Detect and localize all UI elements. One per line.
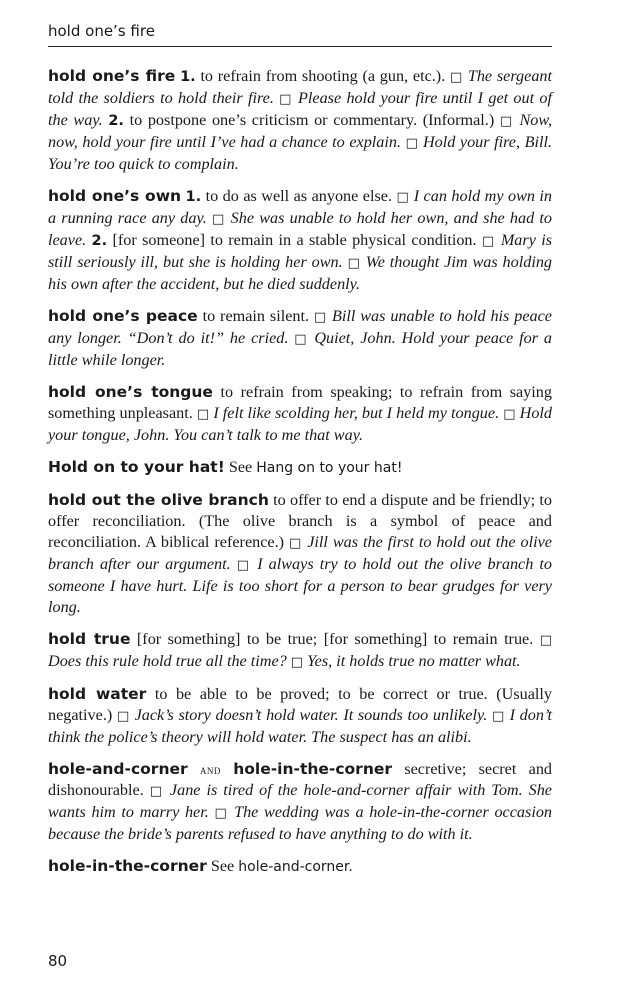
- example: The sergeant told the soldiers to hold their fire.: [48, 67, 553, 107]
- entry-hold-ones-own: [48, 186, 552, 295]
- example-box-icon: □: [236, 558, 252, 573]
- entry-hold-true: [48, 629, 552, 673]
- headword: hold one’s peace: [48, 307, 198, 325]
- definition: to refrain from shooting (a gun, etc.).: [195, 67, 451, 85]
- entry-hold-ones-fire: [48, 66, 552, 175]
- example: Now, now, hold your fire until I’ve had a chance to explain.: [48, 111, 552, 151]
- definition: secretive; secret and dishonourable.: [48, 760, 553, 799]
- sense-number: 1.: [185, 189, 202, 205]
- example-box-icon: □: [396, 190, 410, 205]
- headword: hold out the olive branch: [48, 491, 269, 509]
- example-box-icon: □: [499, 114, 514, 129]
- example: Hold your tongue, John. You can’t talk to me that way.: [48, 404, 553, 444]
- example-box-icon: □: [289, 536, 303, 551]
- entry-hole-in-the-corner: [48, 856, 552, 878]
- sense-number: 1.: [180, 69, 196, 85]
- example: I can hold my own in a running race any day.: [48, 187, 553, 227]
- example: Jill was the first to hold out the olive branch after our argument.: [48, 533, 552, 573]
- example-box-icon: □: [347, 256, 361, 271]
- cross-reference: hole-and-corner: [238, 859, 349, 875]
- entry-hold-ones-tongue: [48, 382, 552, 446]
- example: I felt like scolding her, but I held my tongue.: [213, 404, 500, 422]
- example-box-icon: □: [212, 212, 226, 227]
- example: We thought Jim was holding his own after the accident, but he died suddenly.: [48, 253, 553, 293]
- definition: to offer to end a dispute and be friendly; to offer reconciliation. (The olive branch is a symbol of peace and reconciliation. A biblical reference.): [48, 491, 553, 551]
- example: Please hold your fire until I get out of the way.: [48, 89, 552, 129]
- sense-number: 2.: [91, 233, 108, 249]
- example-box-icon: □: [405, 136, 419, 151]
- entry-hole-and-corner: [48, 759, 552, 845]
- definition: [for something] to be true; [for something] to remain true.: [130, 630, 540, 648]
- headword: hold one’s tongue: [48, 383, 213, 401]
- example: The wedding was a hole-in-the-corner occasion because the bride’s parents refused to have anything to do with it.: [48, 803, 553, 843]
- example-box-icon: □: [503, 407, 516, 422]
- see-label: See: [224, 458, 257, 476]
- headword: hole-in-the-corner: [48, 857, 207, 875]
- example-box-icon: □: [294, 332, 309, 347]
- headword: hold one’s own: [48, 187, 182, 205]
- entry-hold-on-to-your-hat: [48, 457, 552, 479]
- headword: Hold on to your hat!: [48, 458, 225, 476]
- definition: to be able to be proved; to be correct or true. (Usually negative.): [48, 685, 552, 724]
- running-head: hold one’s fire: [48, 22, 552, 47]
- example: Jack’s story doesn’t hold water. It sounds too unlikely.: [134, 706, 488, 724]
- cross-reference-period: .: [348, 859, 353, 875]
- example-box-icon: □: [481, 234, 496, 249]
- page-number: 80: [48, 952, 68, 970]
- example: Bill was unable to hold his peace any longer. “Don’t do it!” he cried.: [48, 307, 552, 347]
- example-box-icon: □: [491, 709, 505, 724]
- example: Jane is tired of the hole-and-corner affair with Tom. She wants him to marry her.: [48, 781, 552, 821]
- example-box-icon: □: [539, 633, 553, 648]
- example: Quiet, John. Hold your peace for a little while longer.: [48, 329, 553, 369]
- example-box-icon: □: [149, 784, 164, 799]
- example: Mary is still seriously ill, but she is holding her own.: [48, 231, 553, 271]
- example: Yes, it holds true no matter what.: [307, 652, 521, 670]
- headword: hold water: [48, 685, 147, 703]
- example: She was unable to hold her own, and she had to leave.: [48, 209, 552, 249]
- example: I always try to hold out the olive branch to someone I have hurt. Life is too short for a person to bear grudges for very long.: [48, 555, 553, 616]
- definition: to do as well as anyone else.: [201, 187, 397, 205]
- definition: [for someone] to remain in a stable physical condition.: [107, 231, 482, 249]
- headword-variant: hole-in-the-corner: [233, 760, 393, 778]
- example: Does this rule hold true all the time?: [48, 652, 287, 670]
- example-box-icon: □: [116, 709, 130, 724]
- example-box-icon: □: [450, 70, 464, 85]
- definition: to refrain from speaking; to refrain from saying something unpleasant.: [48, 383, 552, 422]
- example-box-icon: □: [214, 806, 229, 821]
- headword: hole-and-corner: [48, 760, 188, 778]
- see-label: See: [206, 857, 239, 875]
- entry-hold-water: [48, 684, 552, 748]
- example-box-icon: □: [279, 92, 293, 107]
- sense-number: 2.: [108, 113, 124, 129]
- definition: to remain silent.: [197, 307, 314, 325]
- and-connector: and: [199, 762, 221, 777]
- definition: to postpone one’s criticism or commentary. (Informal.): [123, 111, 500, 129]
- example-box-icon: □: [313, 310, 328, 325]
- headword: hold true: [48, 630, 131, 648]
- example-box-icon: □: [290, 655, 304, 670]
- example-box-icon: □: [196, 407, 210, 422]
- headword: hold one’s fire: [48, 67, 176, 85]
- example: I don’t think the police’s theory will hold water. The suspect has an alibi.: [48, 706, 553, 746]
- dictionary-entries: [48, 66, 552, 889]
- entry-hold-ones-peace: [48, 306, 552, 371]
- cross-reference: Hang on to your hat!: [256, 460, 403, 476]
- entry-hold-out-the-olive-branch: [48, 490, 552, 618]
- example: Hold your fire, Bill. You’re too quick to complain.: [48, 133, 553, 173]
